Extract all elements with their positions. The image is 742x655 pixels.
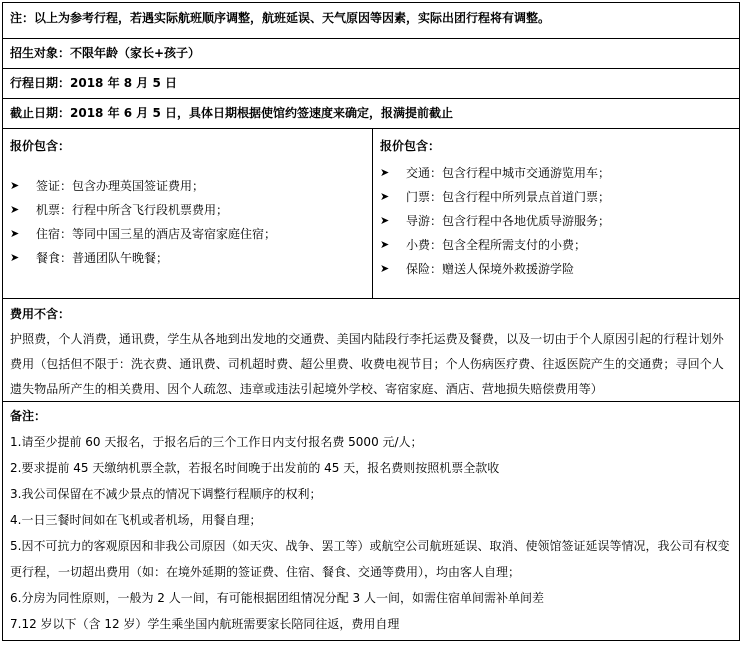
- excluded-body: 护照费，个人消费，通讯费，学生从各地到出发地的交通费、美国内陆段行李托运费及餐费，以及一切由于个人原因引起的行程计划外费用（包括但不限于：洗衣费、通讯费、司机超时费、超公里费、收费电视节目；个人伤病医疗费、往返医院产生的交通费；寻回个人遗失物品所产生的相关费用、因个人疏忽、违章或违法引起境外学校、寄宿家庭、酒店、营地损失赔偿费用等）: [10, 332, 724, 396]
- arrow-bullet-icon: ➤: [10, 227, 20, 240]
- included-section: [2, 129, 740, 299]
- list-item: [380, 161, 739, 185]
- enrollment-row: [2, 39, 740, 69]
- itinerary-note-row: [2, 2, 740, 39]
- list-item-text: 小费：包含全程所需支付的小费；: [406, 238, 587, 252]
- list-item-text: 签证：包含办理英国签证费用；: [36, 179, 205, 193]
- list-item-text: 交通：包含行程中城市交通游览用车；: [406, 166, 611, 180]
- arrow-bullet-icon: ➤: [10, 203, 20, 216]
- note-item: 4.一日三餐时间如在飞机或者机场，用餐自理；: [10, 513, 262, 527]
- list-item: [10, 222, 372, 246]
- note-item: 7.12 岁以下（含 12 岁）学生乘坐国内航班需要家长陪同往返，费用自理: [10, 617, 400, 631]
- note-item: 6.分房为同性原则，一般为 2 人一间，有可能根据团组情况分配 3 人一间，如需住宿单间需补单间差: [10, 591, 544, 605]
- list-item-text: 导游：包含行程中各地优质导游服务；: [406, 214, 611, 228]
- list-item-text: 保险：赠送人保境外救援游学险: [406, 262, 575, 276]
- list-item: [10, 174, 372, 198]
- arrow-bullet-icon: ➤: [10, 179, 20, 192]
- arrow-bullet-icon: ➤: [380, 214, 390, 227]
- enrollment-text: 招生对象：不限年龄（家长+孩子）: [10, 46, 201, 60]
- list-item: [380, 233, 739, 257]
- list-item: [380, 209, 739, 233]
- deadline-row: [2, 99, 740, 129]
- excluded-section: [2, 299, 740, 402]
- list-item-text: 机票：行程中所含飞行段机票费用；: [36, 203, 229, 217]
- list-item-text: 住宿：等同中国三星的酒店及寄宿家庭住宿；: [36, 227, 277, 241]
- included-right-column: [373, 129, 739, 298]
- included-left-column: [3, 129, 373, 298]
- arrow-bullet-icon: ➤: [380, 166, 390, 179]
- note-item: 3.我公司保留在不减少景点的情况下调整行程顺序的权利；: [10, 487, 322, 501]
- list-item: [10, 198, 372, 222]
- included-left-heading: 报价包含：: [10, 139, 71, 153]
- included-left-list: [10, 174, 372, 270]
- itinerary-note-text: 注：以上为参考行程，若遇实际航班顺序调整，航班延误、天气原因等因素，实际出团行程将有调整。: [10, 11, 551, 25]
- included-right-heading: 报价包含：: [380, 139, 441, 153]
- deadline-text: 截止日期：2018 年 6 月 5 日，具体日期根据使馆约签速度来确定，报满提前截止: [10, 106, 453, 120]
- note-item: 5.因不可抗力的客观原因和非我公司原因（如天灾、战争、罢工等）或航空公司航班延误、取消、使领馆签证延误等情况，我公司有权变更行程，一切超出费用（如：在境外延期的签证费、住宿、餐食、交通等费用），均由客人自理；: [10, 539, 730, 579]
- trip-date-row: [2, 69, 740, 99]
- arrow-bullet-icon: ➤: [380, 262, 390, 275]
- included-right-list: [380, 161, 739, 281]
- notes-heading: 备注：: [10, 409, 47, 423]
- list-item-text: 门票：包含行程中所列景点首道门票；: [406, 190, 611, 204]
- list-item: [380, 185, 739, 209]
- itinerary-document: [2, 2, 740, 641]
- arrow-bullet-icon: ➤: [380, 238, 390, 251]
- excluded-heading: 费用不含：: [10, 307, 71, 321]
- arrow-bullet-icon: ➤: [380, 190, 390, 203]
- list-item: [380, 257, 739, 281]
- notes-section: [2, 402, 740, 641]
- list-item-text: 餐食：普通团队午晚餐；: [36, 251, 169, 265]
- trip-date-text: 行程日期：2018 年 8 月 5 日: [10, 76, 177, 90]
- note-item: 1.请至少提前 60 天报名，于报名后的三个工作日内支付报名费 5000 元/人；: [10, 435, 423, 449]
- arrow-bullet-icon: ➤: [10, 251, 20, 264]
- list-item: [10, 246, 372, 270]
- note-item: 2.要求提前 45 天缴纳机票全款，若报名时间晚于出发前的 45 天，报名费则按照机票全款收: [10, 461, 500, 475]
